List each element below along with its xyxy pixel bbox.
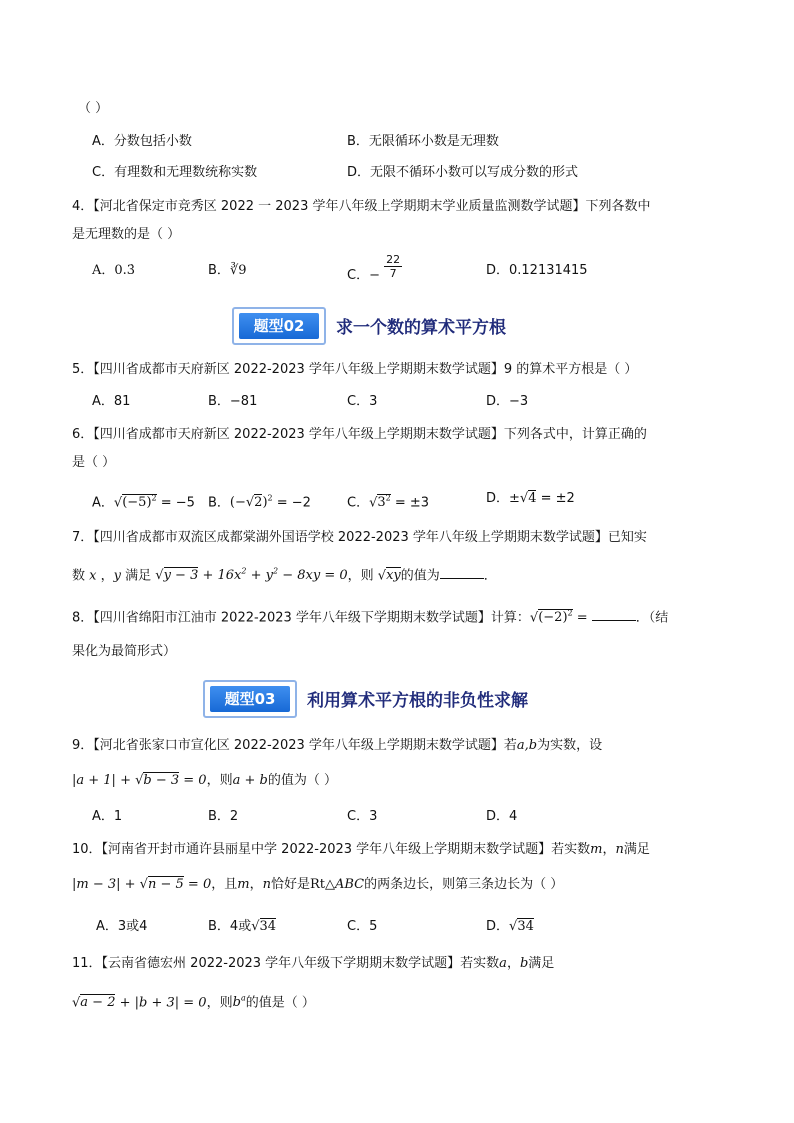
q11-text-b: 满足 [528, 956, 555, 971]
q10-stem-line1: 10．【河南省开封市通许县丽星中学 2022-2023 学年八年级上学期期末数学试题】若实数m，n满足 [72, 842, 650, 857]
q4-c-numerator: 22 [386, 253, 401, 266]
q4-option-c-fraction [384, 253, 402, 280]
section-02-title: 求一个数的算术平方根 [336, 318, 506, 338]
q6-option-c: C．$√3^2 = \pm 3$ [347, 494, 430, 511]
section-02-badge-frame [232, 307, 326, 345]
q11-text-d: 的值是（ ） [245, 995, 315, 1011]
q7-text-e: ． [483, 568, 497, 584]
q9-option-d: D．4 [486, 809, 518, 824]
q6-stem-line2: 是（ ） [72, 455, 116, 470]
q6-a-rhs: = −5 [160, 495, 195, 511]
q9-text-b: 为实数，设 [537, 738, 603, 753]
q7-answer-blank[interactable] [440, 566, 484, 579]
q7-text-a: 数 [72, 568, 86, 584]
q9-option-c: C．3 [347, 809, 378, 824]
q9-stem-line1: 9．【河北省张家口市宣化区 2022-2023 学年八年级上学期期末数学试题】若a,b为实数，设 [72, 738, 603, 753]
q9-stem-line2: |a + 1| + √b − 3 = 0，则a + b的值为（ ） [72, 773, 337, 788]
section-02-badge: 题型02 [239, 313, 319, 339]
q8-answer-blank[interactable] [592, 608, 636, 621]
q3-option-b: B．无限循环小数是无理数 [347, 134, 499, 149]
q9-text-a: 9．【河北省张家口市宣化区 2022-2023 学年八年级上学期期末数学试题】若 [72, 738, 517, 753]
q5-stem: 5．【四川省成都市天府新区 2022-2023 学年八年级上学期期末数学试题】9 的算术平方根是（ ） [72, 362, 638, 377]
q9-text-d: 的值为（ ） [267, 773, 337, 788]
q4-option-b-label: B． [208, 263, 230, 278]
q11-text-a: 11．【云南省德宏州 2022-2023 学年八年级下学期期末数学试题】若实数 [72, 956, 500, 971]
q10-option-a: A．3或4 [96, 919, 148, 934]
q9-option-b: B．2 [208, 809, 239, 824]
q4-option-b-math: ∛9 [229, 263, 247, 278]
q6-option-b: B．$(-√2)^2 = -2$ [208, 494, 311, 511]
q3-option-a: A．分数包括小数 [92, 134, 192, 149]
q10-option-c: C．5 [347, 919, 378, 934]
q6-c-rhs: = ±3 [394, 495, 430, 511]
q6-b-rhs: = −2 [276, 495, 311, 511]
q10-d-label: D． [486, 919, 510, 934]
q5-option-b: B．−81 [208, 394, 258, 409]
section-03-badge-frame [203, 680, 297, 718]
q11-text-c: ，则 [206, 995, 233, 1011]
q9-text-c: ，则 [206, 773, 233, 788]
q7-stem-line2: 数 x ，y 满足 $√y - 3 + 16x^2 + y^2 - 8xy = 0$，则 √xy的值为 ． [72, 567, 497, 584]
q3-answer-paren: （ ） [78, 101, 109, 116]
q10-text-b: 满足 [623, 842, 650, 857]
section-03-badge: 题型03 [210, 686, 290, 712]
q4-option-c-label: C． [347, 268, 370, 283]
q4-option-b [208, 262, 246, 280]
q11-stem-line2: √a − 2 + |b + 3| = 0，则$b^a$的值是（ ） [72, 994, 315, 1011]
q8-text-b: ．（结 [635, 610, 669, 626]
q6-d-label: D． [486, 491, 510, 506]
q10-option-d: D．√34 [486, 919, 534, 934]
q10-stem-line2: |m − 3| + √n − 5 = 0，且m，n恰好是Rt△ABC的两条边长，则第三条边长为（ ） [72, 877, 564, 892]
q7-stem-line1: 7．【四川省成都市双流区成都棠湖外国语学校 2022-2023 学年八年级上学期期末数学试题】已知实 [72, 530, 647, 545]
q8-stem-line1: 8．【四川省绵阳市江油市 2022-2023 学年八年级下学期期末数学试题】计算：$√(-2)^2$ = ．（结 [72, 609, 669, 626]
q7-text-d: 的值为 [400, 568, 440, 584]
q10-b-label: B．4或 [208, 919, 252, 934]
q5-option-c: C．3 [347, 394, 378, 409]
q6-option-d: D．±√4 = ±2 [486, 491, 575, 506]
q5-option-d: D．−3 [486, 394, 529, 409]
q10-text-a: 10．【河南省开封市通许县丽星中学 2022-2023 学年八年级上学期期末数学试题】若实数 [72, 842, 591, 857]
q4-option-a: A．0.3̇ [92, 263, 136, 278]
q6-d-rhs: = ±2 [540, 491, 575, 506]
q7-text-b: 满足 [125, 568, 152, 584]
q5-option-a: A．81 [92, 394, 131, 409]
q6-b-label: B． [208, 495, 230, 511]
q10-text-c: ，且 [211, 877, 238, 892]
q4-option-c: C．− $\frac{22}{7}$ [347, 253, 401, 283]
section-03-header [203, 680, 623, 716]
q3-option-d: D．无限不循环小数可以写成分数的形式 [347, 165, 579, 180]
section-02-header [232, 307, 632, 343]
q3-option-c: C．有理数和无理数统称实数 [92, 165, 258, 180]
q4-c-denominator: 7 [389, 267, 397, 280]
q6-option-a: A．$√(-5)^2 = -5$ [92, 494, 195, 511]
q10-option-b: B．4或√34 [208, 919, 277, 934]
q6-stem-line1: 6．【四川省成都市天府新区 2022-2023 学年八年级上学期期末数学试题】下列各式中，计算正确的 [72, 427, 647, 442]
q8-text-a: 8．【四川省绵阳市江油市 2022-2023 学年八年级下学期期末数学试题】计算： [72, 610, 530, 626]
section-03-title: 利用算术平方根的非负性求解 [307, 691, 528, 711]
q6-c-label: C． [347, 495, 370, 511]
q4-stem-line1: 4．【河北省保定市竞秀区 2022 一 2023 学年八年级上学期期末学业质量监测数学试题】下列各数中 [72, 199, 651, 214]
q10-text-d: 恰好是 [270, 877, 310, 892]
q7-text-c: ，则 [347, 568, 374, 584]
q11-stem-line1: 11．【云南省德宏州 2022-2023 学年八年级下学期期末数学试题】若实数a，b满足 [72, 956, 555, 971]
q10-text-e: 的两条边长，则第三条边长为（ ） [364, 877, 564, 892]
q8-stem-line2: 果化为最简形式） [72, 644, 177, 659]
q9-option-a: A．1 [92, 809, 123, 824]
q4-option-d: D．0.12131415 [486, 263, 588, 278]
q6-a-label: A． [92, 495, 114, 511]
q4-stem-line2: 是无理数的是（ ） [72, 227, 181, 242]
